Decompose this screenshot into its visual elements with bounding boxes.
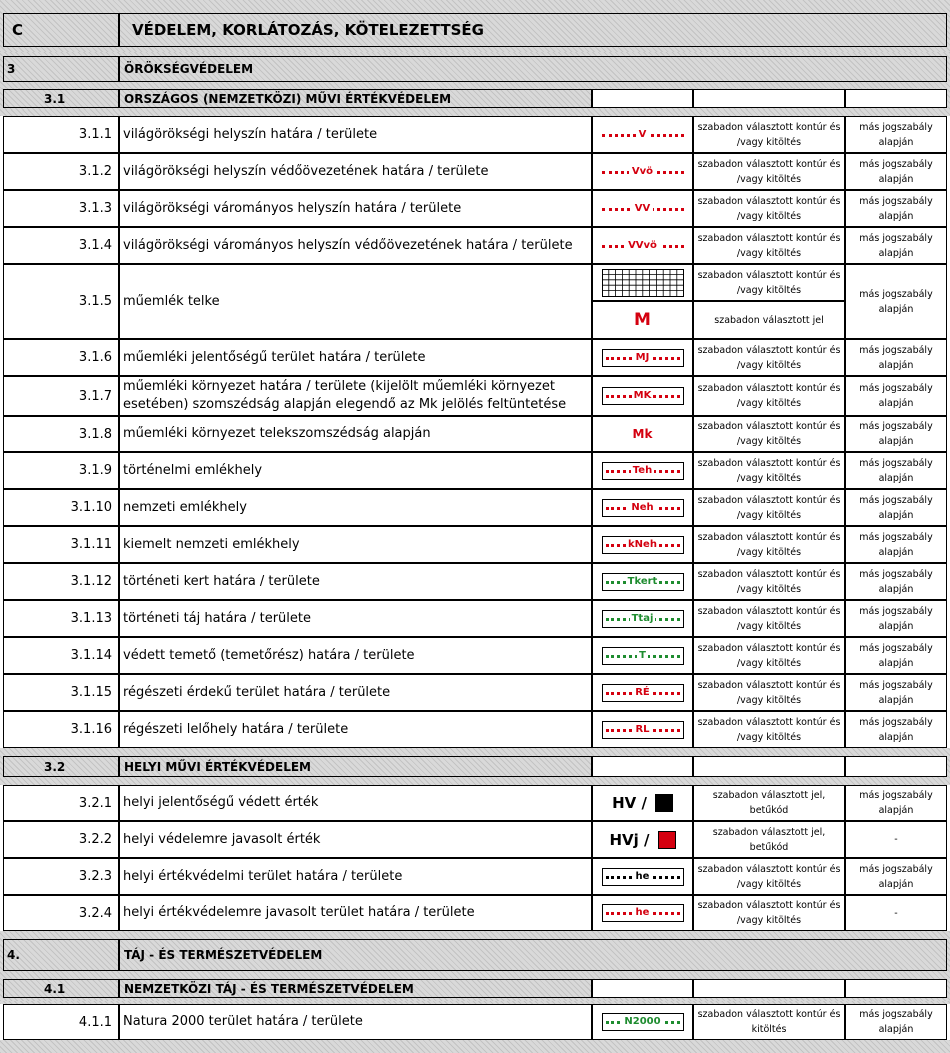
grid-symbol-cell xyxy=(592,264,693,301)
row-number: 3.1.11 xyxy=(3,526,119,563)
row-number: 3.1.4 xyxy=(3,227,119,264)
symbol-label: HVj / xyxy=(609,830,650,849)
symbol-note: szabadon választott kontúr és /vagy kitöltés xyxy=(693,116,845,153)
symbol-label: Tkert xyxy=(627,575,658,587)
row-description: régészeti lelőhely határa / területe xyxy=(119,711,592,748)
symbol-note: szabadon választott kontúr és kitöltés xyxy=(693,1004,845,1040)
filled-square-icon xyxy=(655,794,673,812)
symbol-note: szabadon választott kontúr és /vagy kitöltés xyxy=(693,895,845,931)
symbol-note: szabadon választott jel, betűkód xyxy=(693,821,845,858)
legal-basis: más jogszabály alapján xyxy=(845,674,947,711)
symbol-cell xyxy=(592,674,693,711)
symbol-note-bottom: szabadon választott jel xyxy=(693,301,845,339)
row-description: műemléki környezet határa / területe (kijelölt műemléki környezet esetében) szomszédság alapján elegendő az Mk jelölés feltüntetése xyxy=(119,376,592,416)
dotted-boundary-symbol xyxy=(602,647,684,665)
row-description: Natura 2000 terület határa / területe xyxy=(119,1004,592,1040)
sub-4-1-title: NEMZETKÖZI TÁJ - ÉS TERMÉSZETVÉDELEM xyxy=(119,979,592,998)
symbol-note: szabadon választott kontúr és /vagy kitöltés xyxy=(693,526,845,563)
sub-3-2-empty-2 xyxy=(693,756,845,777)
section-3-code: 3 xyxy=(3,56,119,82)
row-number: 3.1.3 xyxy=(3,190,119,227)
legal-basis: - xyxy=(845,821,947,858)
symbol-cell xyxy=(592,339,693,376)
row-description: helyi értékvédelemre javasolt terület határa / területe xyxy=(119,895,592,931)
section-4-title: TÁJ - ÉS TERMÉSZETVÉDELEM xyxy=(119,939,947,971)
dotted-line-symbol xyxy=(602,126,684,144)
dotted-boundary-symbol xyxy=(602,462,684,480)
section-4-code: 4. xyxy=(3,939,119,971)
symbol-cell xyxy=(592,153,693,190)
row-number: 3.1.13 xyxy=(3,600,119,637)
dotted-boundary-symbol xyxy=(602,536,684,554)
legal-basis: más jogszabály alapján xyxy=(845,711,947,748)
dotted-boundary-symbol xyxy=(602,904,684,922)
symbol-cell xyxy=(592,1004,693,1040)
legal-basis: más jogszabály alapján xyxy=(845,190,947,227)
symbol-cell xyxy=(592,116,693,153)
row-description: történeti táj határa / területe xyxy=(119,600,592,637)
symbol-label: V xyxy=(636,129,650,140)
section-3-title: ÖRÖKSÉGVÉDELEM xyxy=(119,56,947,82)
sub-4-1-code: 4.1 xyxy=(3,979,119,998)
symbol-label: HV / xyxy=(612,794,647,812)
symbol-note: szabadon választott kontúr és /vagy kitöltés xyxy=(693,674,845,711)
row-number: 4.1.1 xyxy=(3,1004,119,1040)
symbol-label: RL xyxy=(635,723,650,735)
symbol-label: Ttaj xyxy=(631,612,654,624)
dotted-line-symbol xyxy=(602,163,684,181)
symbol-note: szabadon választott kontúr és /vagy kitöltés xyxy=(693,489,845,526)
sub-3-1-empty-2 xyxy=(693,89,845,108)
dotted-boundary-symbol xyxy=(602,387,684,405)
symbol-cell xyxy=(592,858,693,895)
symbol-label: Vvö xyxy=(629,166,656,177)
row-number: 3.1.1 xyxy=(3,116,119,153)
legal-basis: más jogszabály alapján xyxy=(845,600,947,637)
symbol-cell xyxy=(592,227,693,264)
symbol-note: szabadon választott kontúr és /vagy kitöltés xyxy=(693,600,845,637)
sub-3-1-code: 3.1 xyxy=(3,89,119,108)
symbol-cell xyxy=(592,895,693,931)
legal-basis: más jogszabály alapján xyxy=(845,416,947,452)
symbol-note: szabadon választott kontúr és /vagy kitöltés xyxy=(693,190,845,227)
symbol-cell xyxy=(592,489,693,526)
symbol-label: Neh xyxy=(631,501,654,513)
dotted-boundary-symbol xyxy=(602,499,684,517)
dotted-boundary-symbol xyxy=(602,573,684,591)
row-number: 3.2.4 xyxy=(3,895,119,931)
row-number: 3.1.5 xyxy=(3,264,119,339)
symbol-label: RÉ xyxy=(635,686,650,698)
legal-basis: más jogszabály alapján xyxy=(845,376,947,416)
symbol-label: VV xyxy=(632,203,653,214)
row-description: műemlék telke xyxy=(119,264,592,339)
dotted-boundary-symbol xyxy=(602,1013,684,1031)
row-number: 3.2.3 xyxy=(3,858,119,895)
symbol-cell xyxy=(592,526,693,563)
symbol-note: szabadon választott kontúr és /vagy kitöltés xyxy=(693,452,845,489)
legal-basis: más jogszabály alapján xyxy=(845,489,947,526)
legal-basis: más jogszabály alapján xyxy=(845,227,947,264)
legal-basis: más jogszabály alapján xyxy=(845,1004,947,1040)
symbol-label: VVvö xyxy=(625,240,660,251)
symbol-note: szabadon választott kontúr és /vagy kitöltés xyxy=(693,563,845,600)
section-c-title: VÉDELEM, KORLÁTOZÁS, KÖTELEZETTSÉG xyxy=(119,13,947,47)
symbol-label: kNeh xyxy=(628,538,657,550)
sub-4-1-empty-2 xyxy=(693,979,845,998)
grid-pattern-icon xyxy=(602,269,684,297)
symbol-label: he xyxy=(635,907,650,918)
row-number: 3.1.15 xyxy=(3,674,119,711)
symbol-cell xyxy=(592,376,693,416)
dotted-line-symbol xyxy=(602,237,684,255)
row-number: 3.1.12 xyxy=(3,563,119,600)
row-description: helyi védelemre javasolt érték xyxy=(119,821,592,858)
row-number: 3.1.14 xyxy=(3,637,119,674)
row-description: védett temető (temetőrész) határa / területe xyxy=(119,637,592,674)
dotted-line-symbol xyxy=(602,200,684,218)
symbol-label: MJ xyxy=(635,351,650,363)
symbol-label: T xyxy=(639,649,646,661)
sub-3-2-empty-1 xyxy=(592,756,693,777)
symbol-label: Mk xyxy=(632,427,653,441)
monument-m-symbol: M xyxy=(592,301,693,339)
dotted-boundary-symbol xyxy=(602,721,684,739)
symbol-note: szabadon választott kontúr és /vagy kitöltés xyxy=(693,416,845,452)
legal-basis: más jogszabály alapján xyxy=(845,563,947,600)
legal-basis: más jogszabály alapján xyxy=(845,526,947,563)
row-number: 3.1.16 xyxy=(3,711,119,748)
row-description: helyi jelentőségű védett érték xyxy=(119,785,592,821)
section-c-code: C xyxy=(3,13,119,47)
row-description: műemléki jelentőségű terület határa / területe xyxy=(119,339,592,376)
sub-4-1-empty-1 xyxy=(592,979,693,998)
symbol-note: szabadon választott kontúr és /vagy kitöltés xyxy=(693,376,845,416)
symbol-note: szabadon választott kontúr és /vagy kitöltés xyxy=(693,153,845,190)
symbol-cell xyxy=(592,711,693,748)
row-description: történeti kert határa / területe xyxy=(119,563,592,600)
row-description: világörökségi helyszín határa / területe xyxy=(119,116,592,153)
dotted-boundary-symbol xyxy=(602,349,684,367)
row-number: 3.1.10 xyxy=(3,489,119,526)
symbol-label: he xyxy=(635,870,650,882)
row-description: világörökségi várományos helyszín határa / területe xyxy=(119,190,592,227)
sub-4-1-empty-3 xyxy=(845,979,947,998)
row-description: kiemelt nemzeti emlékhely xyxy=(119,526,592,563)
legal-basis: más jogszabály alapján xyxy=(845,858,947,895)
row-description: világörökségi helyszín védőövezetének határa / területe xyxy=(119,153,592,190)
symbol-note: szabadon választott kontúr és /vagy kitöltés xyxy=(693,711,845,748)
symbol-note: szabadon választott kontúr és /vagy kitöltés xyxy=(693,858,845,895)
row-number: 3.1.7 xyxy=(3,376,119,416)
symbol-note: szabadon választott kontúr és /vagy kitöltés xyxy=(693,637,845,674)
legal-basis: más jogszabály alapján xyxy=(845,785,947,821)
symbol-cell xyxy=(592,416,693,452)
legal-basis: más jogszabály alapján xyxy=(845,637,947,674)
row-number: 3.1.8 xyxy=(3,416,119,452)
symbol-cell xyxy=(592,821,693,858)
sub-3-1-empty-1 xyxy=(592,89,693,108)
symbol-cell xyxy=(592,452,693,489)
symbol-cell xyxy=(592,637,693,674)
symbol-note: szabadon választott kontúr és /vagy kitöltés xyxy=(693,339,845,376)
symbol-cell xyxy=(592,563,693,600)
row-description: történelmi emlékhely xyxy=(119,452,592,489)
dotted-boundary-symbol xyxy=(602,610,684,628)
symbol-cell xyxy=(592,785,693,821)
sub-3-2-empty-3 xyxy=(845,756,947,777)
sub-3-2-title: HELYI MŰVI ÉRTÉKVÉDELEM xyxy=(119,756,592,777)
legal-basis: más jogszabály alapján xyxy=(845,264,947,339)
filled-square-icon xyxy=(658,831,676,849)
symbol-label: N2000 xyxy=(624,1016,661,1027)
row-number: 3.2.1 xyxy=(3,785,119,821)
bottom-band xyxy=(0,1040,950,1053)
row-description: műemléki környezet telekszomszédság alapján xyxy=(119,416,592,452)
symbol-label: MK xyxy=(633,390,652,401)
symbol-note: szabadon választott jel, betűkód xyxy=(693,785,845,821)
symbol-note: szabadon választott kontúr és /vagy kitöltés xyxy=(693,227,845,264)
legal-basis: más jogszabály alapján xyxy=(845,153,947,190)
legal-basis: más jogszabály alapján xyxy=(845,339,947,376)
symbol-cell xyxy=(592,190,693,227)
row-number: 3.1.2 xyxy=(3,153,119,190)
row-number: 3.1.6 xyxy=(3,339,119,376)
row-description: világörökségi várományos helyszín védőövezetének határa / területe xyxy=(119,227,592,264)
row-number: 3.2.2 xyxy=(3,821,119,858)
symbol-label: Teh xyxy=(632,464,653,476)
symbol-cell xyxy=(592,600,693,637)
sub-3-1-title: ORSZÁGOS (NEMZETKÖZI) MŰVI ÉRTÉKVÉDELEM xyxy=(119,89,592,108)
sub-3-1-empty-3 xyxy=(845,89,947,108)
row-description: helyi értékvédelmi terület határa / területe xyxy=(119,858,592,895)
dotted-boundary-symbol xyxy=(602,684,684,702)
legal-basis: más jogszabály alapján xyxy=(845,452,947,489)
symbol-note-top: szabadon választott kontúr és /vagy kitöltés xyxy=(693,264,845,301)
legal-basis: - xyxy=(845,895,947,931)
legal-basis: más jogszabály alapján xyxy=(845,116,947,153)
row-number: 3.1.9 xyxy=(3,452,119,489)
dotted-boundary-symbol xyxy=(602,868,684,886)
sub-3-2-code: 3.2 xyxy=(3,756,119,777)
row-description: régészeti érdekű terület határa / területe xyxy=(119,674,592,711)
row-description: nemzeti emlékhely xyxy=(119,489,592,526)
